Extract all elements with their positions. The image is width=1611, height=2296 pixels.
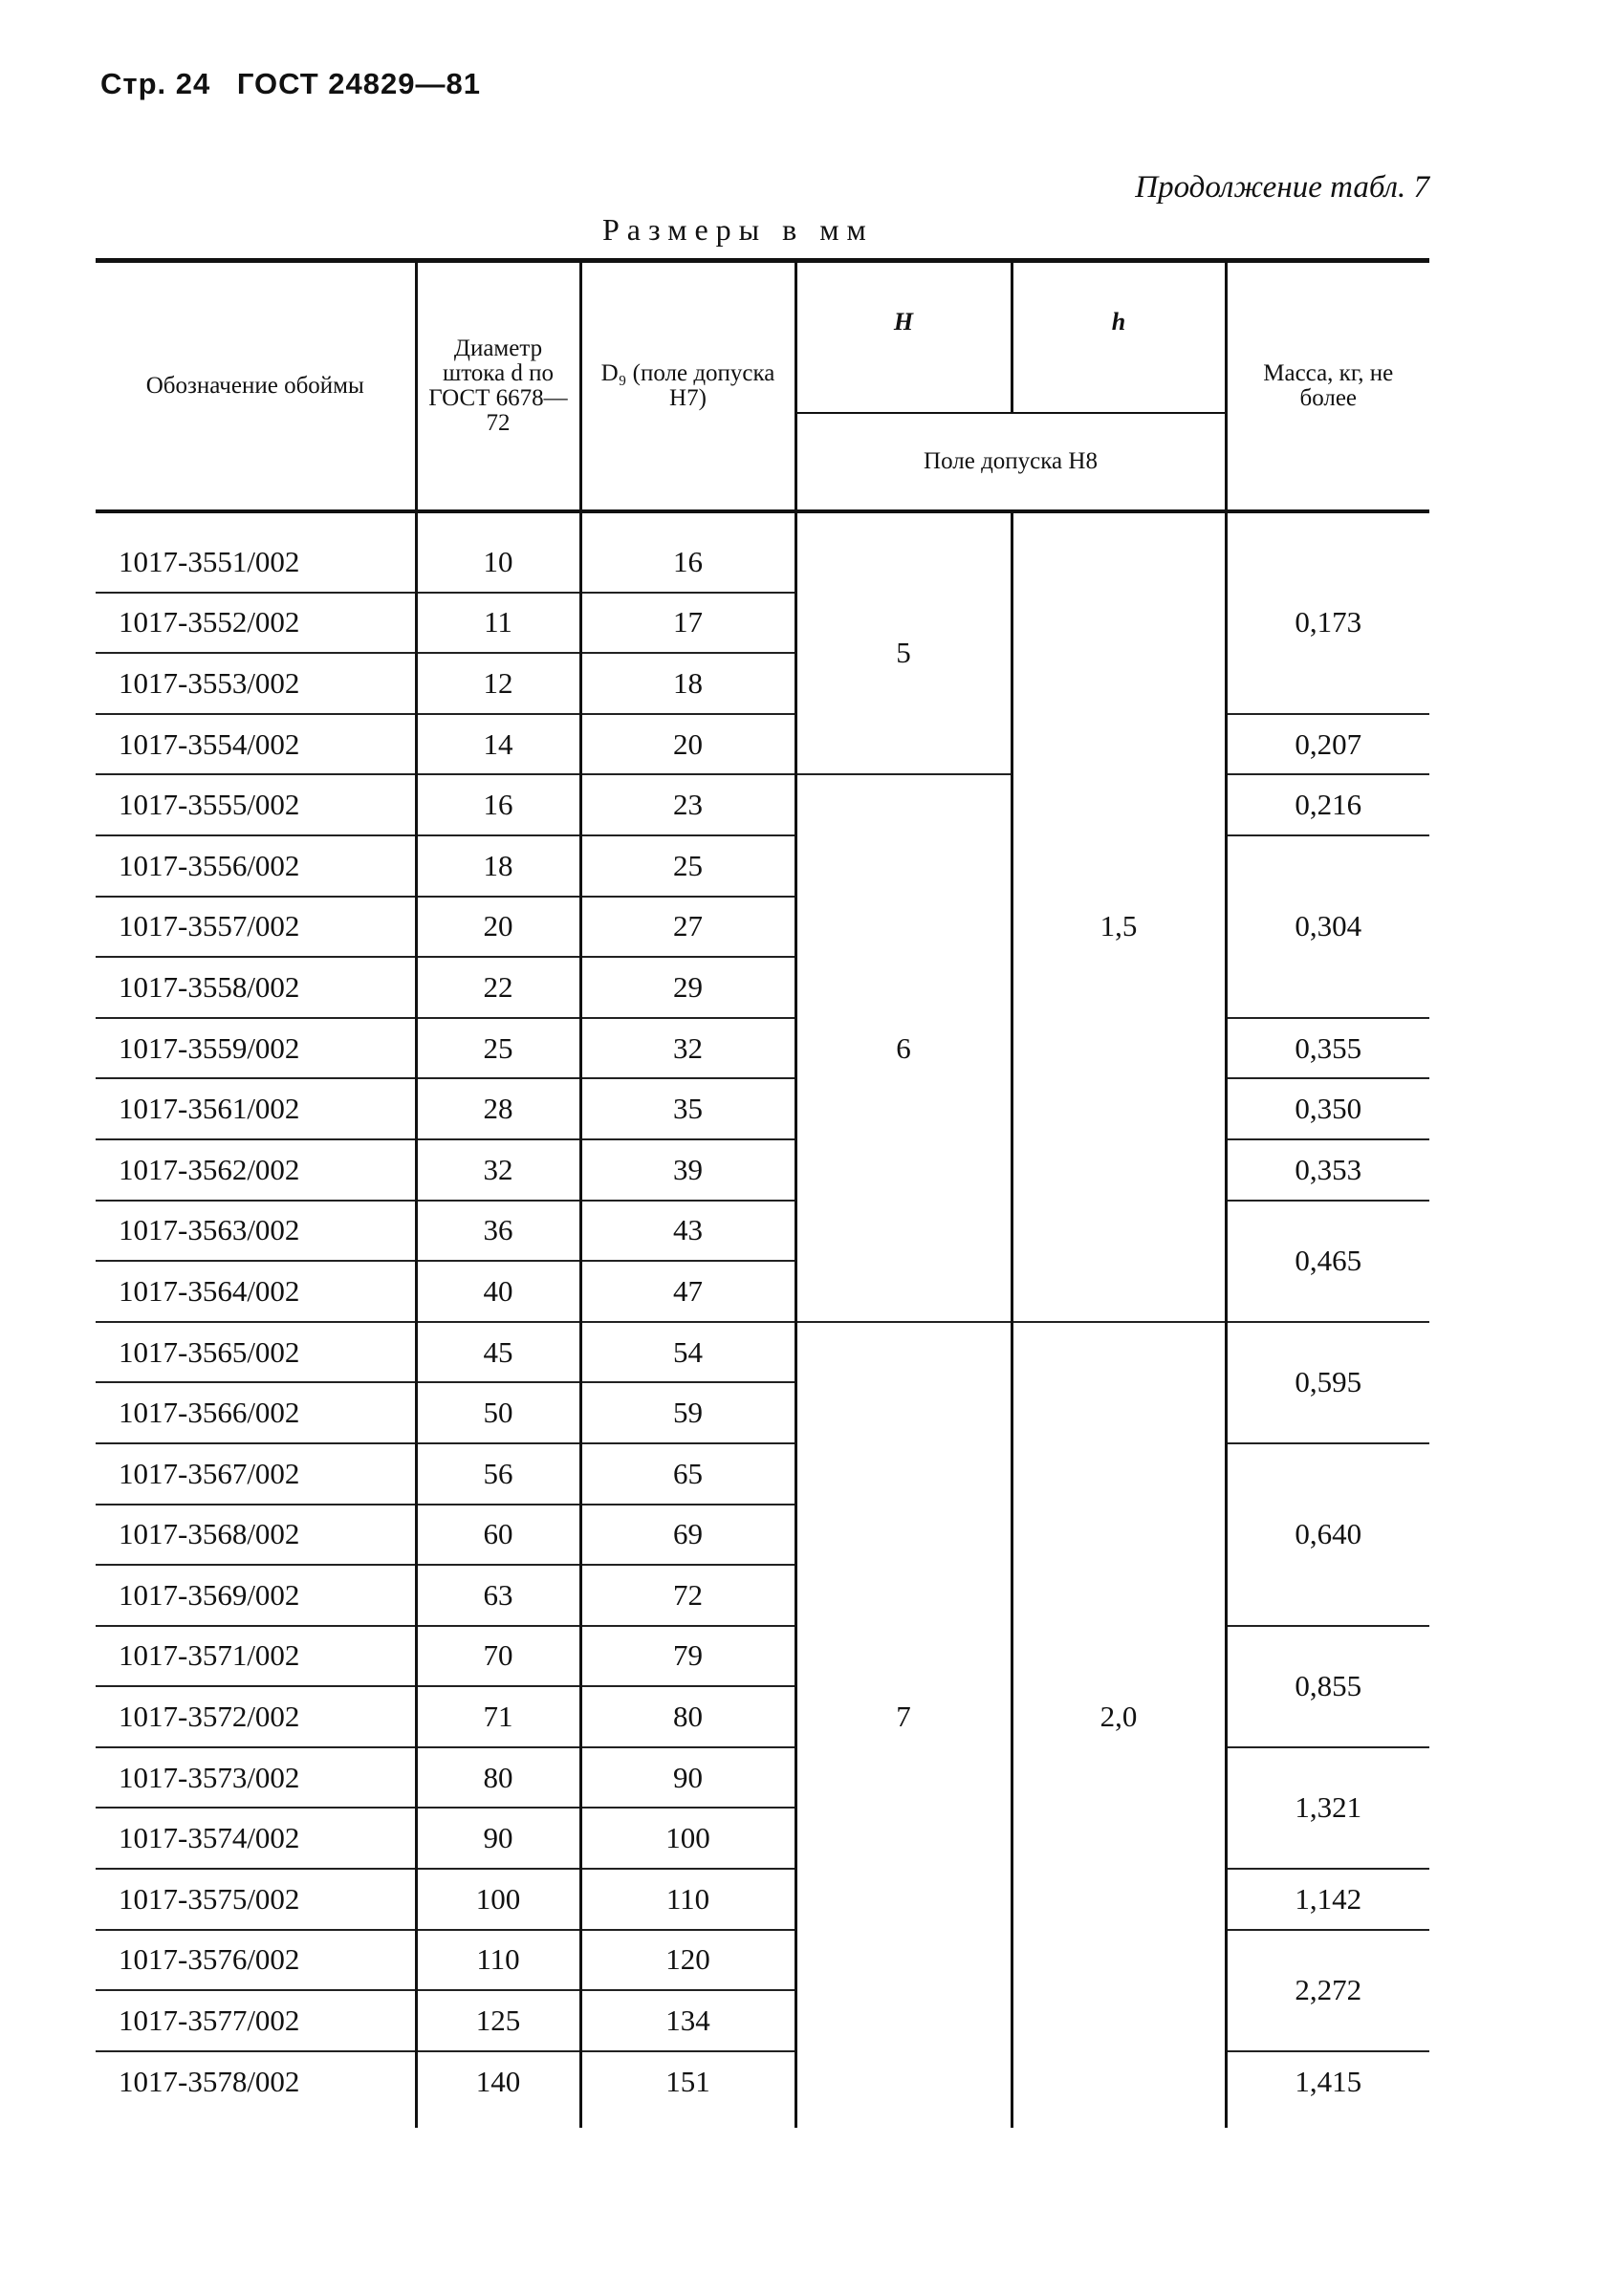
designation-cell: 1017-3568/002: [96, 1505, 416, 1566]
designation-cell: 1017-3574/002: [96, 1808, 416, 1869]
designation-cell: 1017-3565/002: [96, 1322, 416, 1383]
rod-diameter-cell: 12: [416, 653, 580, 714]
rod-diameter-cell: 14: [416, 714, 580, 775]
rod-diameter-cell: 16: [416, 774, 580, 835]
table-continuation-label: Продолжение табл. 7: [1135, 170, 1429, 205]
units-caption: Размеры в мм: [602, 212, 874, 247]
designation-cell: 1017-3564/002: [96, 1261, 416, 1322]
rod-diameter-cell: 63: [416, 1565, 580, 1626]
header-d9: D₉ (поле допуска H7): [580, 261, 795, 512]
d9-cell: 69: [580, 1505, 795, 1566]
table-row: [96, 835, 1429, 897]
rod-diameter-cell: 36: [416, 1201, 580, 1262]
designation-cell: 1017-3573/002: [96, 1747, 416, 1809]
rod-diameter-cell: 20: [416, 897, 580, 958]
spacer-cell: [96, 2111, 416, 2128]
d9-cell: 18: [580, 653, 795, 714]
d9-cell: 110: [580, 1869, 795, 1930]
h-cell: 2,0: [1012, 1322, 1226, 2112]
table-row: [96, 1078, 1429, 1139]
designation-cell: 1017-3569/002: [96, 1565, 416, 1626]
d9-cell: 59: [580, 1382, 795, 1443]
mass-cell: 0,350: [1226, 1078, 1429, 1139]
d9-cell: 65: [580, 1443, 795, 1505]
rod-diameter-cell: 70: [416, 1626, 580, 1687]
d9-cell: 134: [580, 1990, 795, 2051]
spacer-cell: [416, 2111, 580, 2128]
mass-cell: 1,142: [1226, 1869, 1429, 1930]
rod-diameter-cell: 32: [416, 1139, 580, 1201]
designation-cell: 1017-3562/002: [96, 1139, 416, 1201]
designation-cell: 1017-3557/002: [96, 897, 416, 958]
spacer-cell: [1226, 2111, 1429, 2128]
d9-cell: 35: [580, 1078, 795, 1139]
d9-cell: 120: [580, 1930, 795, 1991]
rod-diameter-cell: 90: [416, 1808, 580, 1869]
designation-cell: 1017-3578/002: [119, 2064, 300, 2098]
designation-cell: 1017-3575/002: [96, 1869, 416, 1930]
rod-diameter-cell: 11: [416, 593, 580, 654]
page-number: Стр. 24: [100, 67, 211, 100]
rod-diameter-cell: 80: [416, 1747, 580, 1809]
designation-cell: 1017-3558/002: [96, 957, 416, 1018]
d9-cell: 17: [580, 593, 795, 654]
d9-cell: 43: [580, 1201, 795, 1262]
d9-cell: 32: [580, 1018, 795, 1079]
d9-cell: 23: [580, 774, 795, 835]
d9-cell: 80: [580, 1686, 795, 1747]
d9-cell: 20: [580, 714, 795, 775]
table-bottom-spacer: [96, 2111, 1429, 2128]
mass-cell: 1,321: [1226, 1747, 1429, 1869]
header-mass: Масса, кг, не более: [1226, 261, 1429, 512]
table-row: [96, 1930, 1429, 1991]
page-header: [100, 67, 498, 101]
rod-diameter-cell: 25: [416, 1018, 580, 1079]
d9-cell: 39: [580, 1139, 795, 1201]
designation-cell: 1017-3552/002: [96, 593, 416, 654]
table-row: [96, 1322, 1429, 1383]
spacer-cell: [1012, 2111, 1226, 2128]
spacer-cell: [795, 2111, 1012, 2128]
designation-cell: 1017-3551/002: [96, 511, 416, 593]
designation-cell: 1017-3554/002: [96, 714, 416, 775]
d9-cell: 79: [580, 1626, 795, 1687]
d9-cell: 72: [580, 1565, 795, 1626]
mass-cell: 0,465: [1226, 1201, 1429, 1322]
mass-cell: 0,353: [1226, 1139, 1429, 1201]
h-cell: 1,5: [1012, 511, 1226, 1322]
rod-diameter-cell: 50: [416, 1382, 580, 1443]
table-row: [96, 774, 1429, 835]
table-row: [96, 1139, 1429, 1201]
designation-cell: 1017-3556/002: [96, 835, 416, 897]
designation-cell: 1017-3555/002: [96, 774, 416, 835]
rod-diameter-cell: 125: [416, 1990, 580, 2051]
d9-cell: 47: [580, 1261, 795, 1322]
rod-diameter-cell: 45: [416, 1322, 580, 1383]
mass-cell: 0,304: [1226, 835, 1429, 1018]
rod-diameter-cell: 28: [416, 1078, 580, 1139]
mass-cell: 1,415: [1226, 2051, 1429, 2112]
rod-diameter-cell: 40: [416, 1261, 580, 1322]
table-row: [96, 1747, 1429, 1809]
rod-diameter-cell: 10: [416, 511, 580, 593]
standard-number: ГОСТ 24829—81: [236, 67, 481, 100]
designation-cell: 1017-3561/002: [96, 1078, 416, 1139]
header-tolerance-h8: Поле допуска H8: [795, 413, 1226, 511]
table-row: [96, 1626, 1429, 1687]
H-cell: 5: [795, 511, 1012, 774]
d9-cell: 16: [580, 511, 795, 593]
designation-cell: 1017-3559/002: [96, 1018, 416, 1079]
designation-cell: 1017-3576/002: [96, 1930, 416, 1991]
spacer-cell: [580, 2111, 795, 2128]
rod-diameter-cell: 71: [416, 1686, 580, 1747]
mass-cell: 0,640: [1226, 1443, 1429, 1626]
mass-cell: 0,595: [1226, 1322, 1429, 1443]
rod-diameter-cell: 22: [416, 957, 580, 1018]
table-row: [96, 1443, 1429, 1505]
d9-cell: 27: [580, 897, 795, 958]
rod-diameter-cell: 18: [416, 835, 580, 897]
rod-diameter-cell: 60: [416, 1505, 580, 1566]
designation-cell: 1017-3566/002: [96, 1382, 416, 1443]
designation-cell: 1017-3577/002: [96, 1990, 416, 2051]
dimensions-table: [96, 258, 1429, 2128]
mass-cell: 0,173: [1226, 511, 1429, 714]
mass-cell: 0,355: [1226, 1018, 1429, 1079]
rod-diameter-cell: 110: [416, 1930, 580, 1991]
dimensions-table-container: [96, 258, 1429, 2128]
d9-cell: 151: [580, 2051, 795, 2112]
designation-cell: 1017-3553/002: [96, 653, 416, 714]
H-cell: 6: [795, 774, 1012, 1321]
H-cell: 7: [795, 1322, 1012, 2112]
rod-diameter-cell: 56: [416, 1443, 580, 1505]
header-h: h: [1012, 261, 1226, 414]
designation-cell: 1017-3571/002: [96, 1626, 416, 1687]
d9-cell: 90: [580, 1747, 795, 1809]
table-row: [96, 714, 1429, 775]
d9-cell: 29: [580, 957, 795, 1018]
d9-cell: 54: [580, 1322, 795, 1383]
designation-cell: 1017-3563/002: [96, 1201, 416, 1262]
table-row: [96, 511, 1429, 593]
mass-cell: 0,207: [1226, 714, 1429, 775]
table-body: [96, 511, 1429, 2128]
d9-cell: 100: [580, 1808, 795, 1869]
table-row: [96, 1869, 1429, 1930]
designation-cell: 1017-3567/002: [96, 1443, 416, 1505]
table-row: [96, 1018, 1429, 1079]
mass-cell: 2,272: [1226, 1930, 1429, 2051]
header-H: H: [795, 261, 1012, 414]
rod-diameter-cell: 100: [416, 1869, 580, 1930]
mass-cell: 0,855: [1226, 1626, 1429, 1747]
mass-cell: 0,216: [1226, 774, 1429, 835]
table-row: [96, 2051, 1429, 2112]
rod-diameter-cell: 140: [416, 2051, 580, 2112]
designation-cell: 1017-3572/002: [96, 1686, 416, 1747]
header-designation: Обозначение обоймы: [96, 261, 416, 512]
d9-cell: 25: [580, 835, 795, 897]
header-rod-diameter: Диаметр штока d по ГОСТ 6678—72: [416, 261, 580, 512]
table-row: [96, 1201, 1429, 1262]
